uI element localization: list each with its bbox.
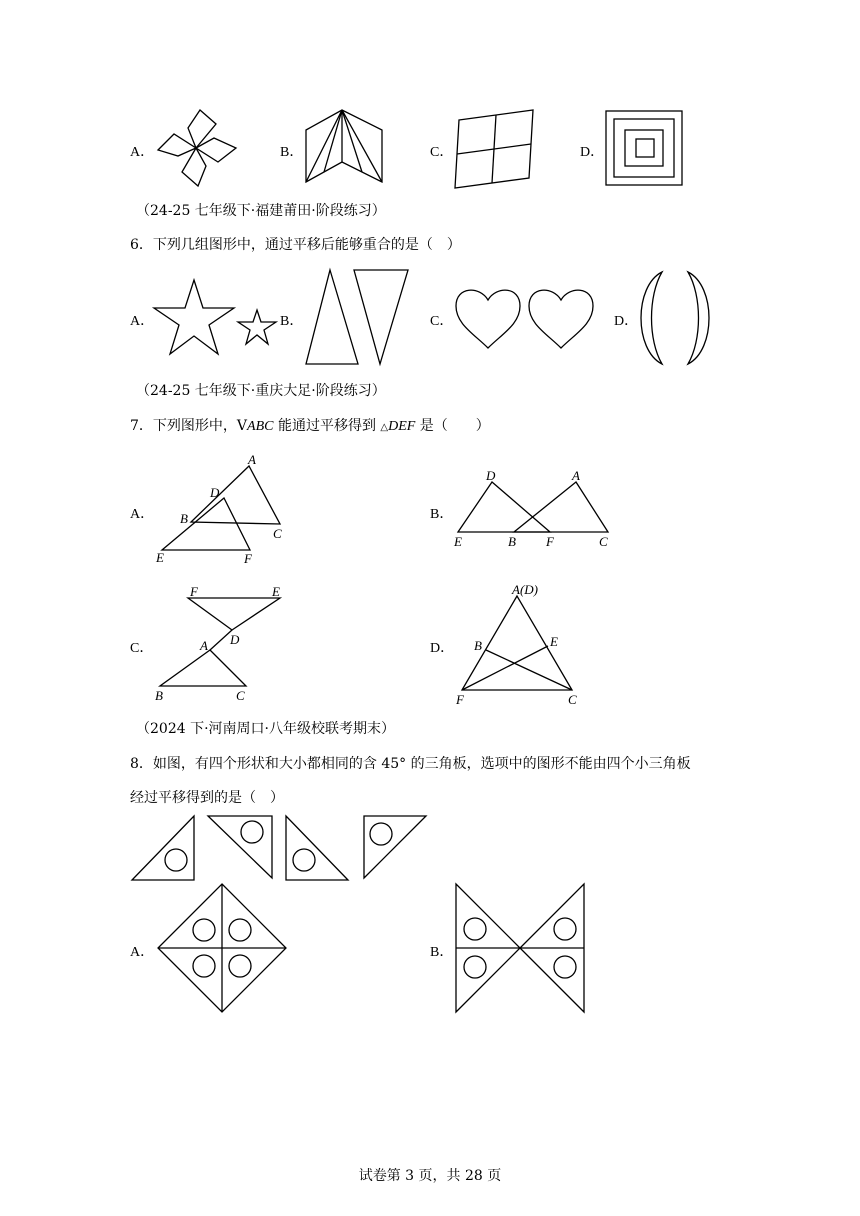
q5-figure-b (304, 108, 386, 184)
q7-a-label-f: F (244, 551, 252, 566)
q6-figure-d (638, 270, 718, 366)
q7-stem-mid: 能通过平移得到 (273, 418, 381, 434)
q8-four-triangle-rulers (128, 812, 433, 884)
q7-figure-c (150, 580, 290, 710)
q8-figure-a (154, 880, 290, 1016)
q7-b-label-e: E (454, 534, 462, 549)
q7-c-label-f: F (190, 584, 198, 599)
q5-option-a-label: A． (130, 145, 155, 160)
q7-a-label-a: A (248, 452, 256, 467)
q7-figure-b (452, 466, 622, 552)
q7-c-label-d: D (230, 632, 240, 647)
q7-stem-suffix: 是（ ） (415, 418, 490, 434)
q8-option-a-label: A． (130, 945, 155, 960)
q7-d-label-f: F (456, 692, 464, 707)
q7-c-label-c: C (236, 688, 245, 703)
q6-option-d-label: D． (614, 314, 639, 329)
q7-c-label-a: A (200, 638, 208, 653)
q7-option-c-label: C． (130, 641, 154, 656)
q6-source: （24-25 七年级下·福建莆田·阶段练习） (136, 203, 386, 219)
q7-a-label-d: D (210, 485, 220, 500)
q6-figure-a (154, 278, 284, 358)
q6-option-a-label: A． (130, 314, 155, 329)
q7-figure-a (150, 450, 290, 570)
q7-stem-triangle-symbol: △ (380, 422, 389, 433)
q7-c-label-b: B (155, 688, 163, 703)
q7-option-d-label: D． (430, 641, 455, 656)
q7-d-label-c: C (568, 692, 577, 707)
q7-a-label-e: E (156, 550, 164, 565)
q7-d-label-b: B (474, 638, 482, 653)
q7-stem-abc: ABC (247, 419, 274, 434)
q7-b-label-c: C (599, 534, 608, 549)
q8-figure-b (452, 880, 588, 1016)
q7-figure-d (452, 580, 592, 710)
q7-b-label-a: A (572, 468, 580, 483)
q7-d-label-e: E (550, 634, 558, 649)
q6-figure-b (304, 268, 414, 368)
q5-option-c-label: C． (430, 145, 454, 160)
page-footer: 试卷第 3 页，共 28 页 (358, 1168, 502, 1184)
q5-figure-d (604, 109, 686, 187)
q5-option-d-label: D． (580, 145, 605, 160)
q7-b-label-d: D (486, 468, 496, 483)
q5-figure-c (453, 108, 535, 190)
q7-a-label-c: C (273, 526, 282, 541)
q7-b-label-b: B (508, 534, 516, 549)
q7-stem-v: V (236, 418, 248, 434)
q8-stem-line2: 经过平移得到的是（ ） (130, 790, 284, 806)
q6-figure-c (454, 286, 598, 350)
q7-stem-def: DEF (388, 419, 416, 434)
q7-source: （24-25 七年级下·重庆大足·阶段练习） (136, 383, 386, 399)
q8-stem-line1: 8．如图，有四个形状和大小都相同的含 45° 的三角板，选项中的图形不能由四个小三角板 (130, 756, 691, 772)
q6-option-b-label: B． (280, 314, 304, 329)
q7-a-label-b: B (180, 511, 188, 526)
q8-option-b-label: B． (430, 945, 454, 960)
q7-b-label-f: F (546, 534, 554, 549)
q5-figure-a (158, 108, 240, 190)
q5-option-b-label: B． (280, 145, 304, 160)
q7-option-b-label: B． (430, 507, 454, 522)
q6-option-c-label: C． (430, 314, 454, 329)
q7-stem-prefix: 7．下列图形中， (130, 418, 237, 434)
q8-source: （2024 下·河南周口·八年级校联考期末） (136, 721, 395, 737)
q7-option-a-label: A． (130, 507, 155, 522)
q6-stem: 6．下列几组图形中，通过平移后能够重合的是（ ） (130, 237, 461, 253)
q7-d-label-ad: A(D) (512, 582, 538, 597)
q7-stem (130, 417, 490, 437)
q7-c-label-e: E (272, 584, 280, 599)
